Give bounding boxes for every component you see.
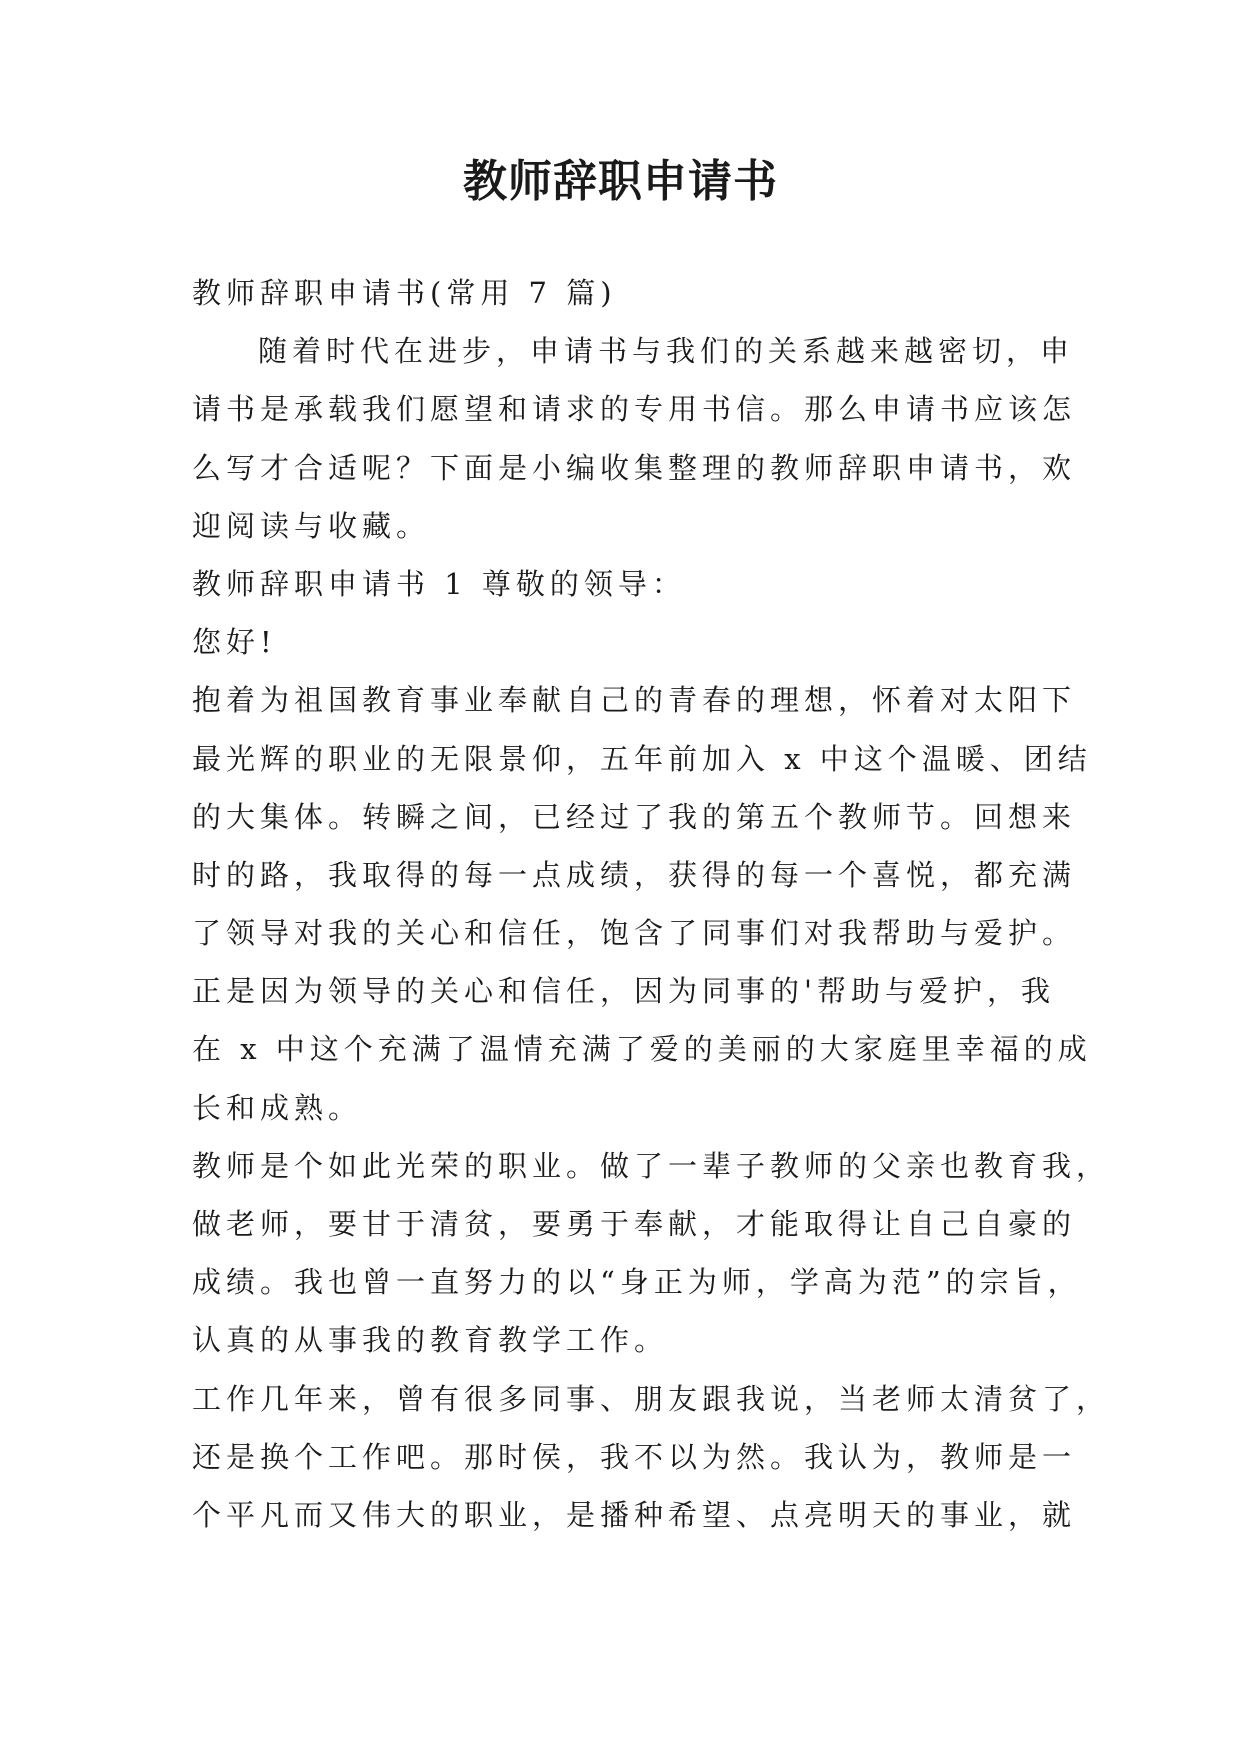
document-title: 教师辞职申请书 [463,156,778,207]
paragraph-line: 成绩。我也曾一直努力的以“身正为师，学高为范”的宗旨， [192,1265,1082,1300]
paragraph-line: 教师是个如此光荣的职业。做了一辈子教师的父亲也教育我， [192,1148,1111,1183]
paragraph-line: 在 x 中这个充满了温情充满了爱的美丽的大家庭里幸福的成 [192,1032,1092,1067]
intro-line: 迎阅读与收藏。 [192,508,431,543]
paragraph-line: 做老师，要甘于清贫，要勇于奉献，才能取得让自己自豪的 [192,1207,1077,1241]
paragraph-line: 认真的从事我的教育教学工作。 [192,1323,669,1358]
paragraph-line: 的大集体。转瞬之间，已经过了我的第五个教师节。回想来 [192,799,1077,834]
intro-line: 随着时代在进步，申请书与我们的关系越来越密切，申 [258,334,1075,369]
paragraph-line: 工作几年来，曾有很多同事、朋友跟我说，当老师太清贫了， [192,1381,1111,1416]
paragraph-line: 长和成熟。 [192,1090,363,1125]
intro-line: 请书是承载我们愿望和请求的专用书信。那么申请书应该怎 [192,392,1077,427]
paragraph-line: 最光辉的职业的无限景仰，五年前加入 x 中这个温暖、团结 [192,741,1092,776]
paragraph-line: 个平凡而又伟大的职业，是播种希望、点亮明天的事业，就 [192,1497,1077,1532]
paragraph-line: 还是换个工作吧。那时侯，我不以为然。我认为，教师是一 [192,1439,1077,1474]
greeting-line: 您好! [192,625,277,660]
letter-heading-line: 教师辞职申请书 1 尊敬的领导： [192,566,686,601]
intro-line: 么写才合适呢？下面是小编收集整理的教师辞职申请书，欢 [192,450,1077,485]
subtitle-line: 教师辞职申请书(常用 7 篇) [192,276,617,310]
paragraph-line: 抱着为祖国教育事业奉献自己的青春的理想，怀着对太阳下 [192,683,1077,718]
paragraph-line: 时的路，我取得的每一点成绩，获得的每一个喜悦，都充满 [192,857,1077,892]
paragraph-line: 了领导对我的关心和信任，饱含了同事们对我帮助与爱护。 [192,916,1077,951]
paragraph-line: 正是因为领导的关心和信任，因为同事的'帮助与爱护，我 [192,974,1055,1009]
document-body [192,264,1111,1544]
